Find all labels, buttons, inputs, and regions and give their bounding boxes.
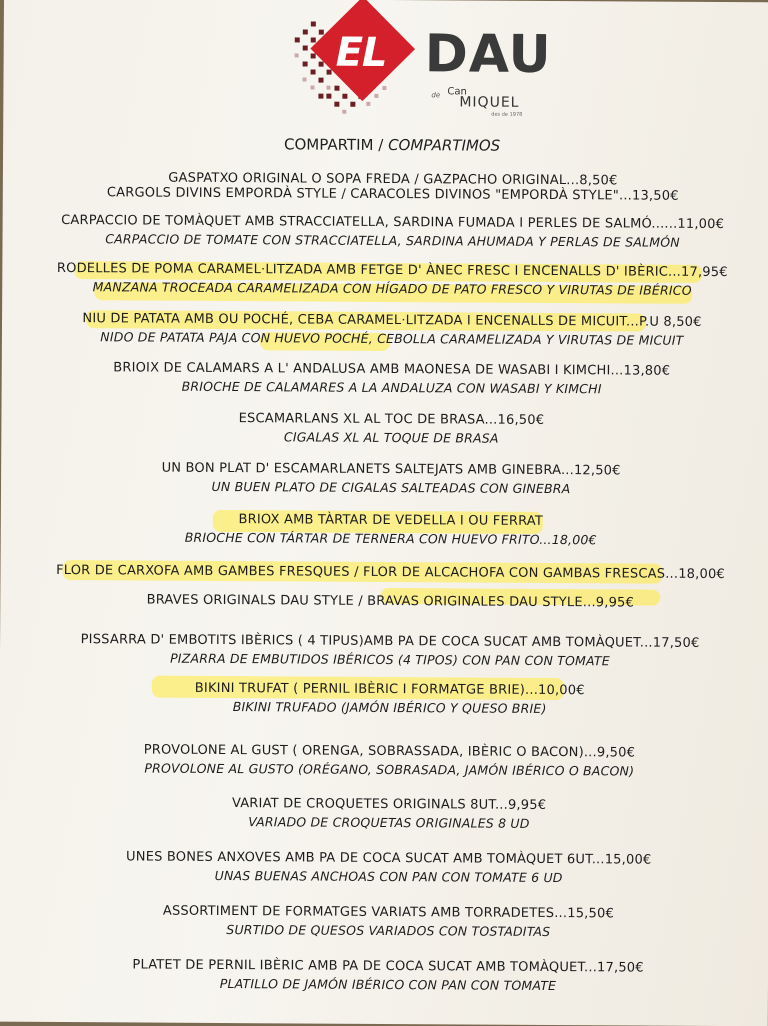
item-es-text: CARPACCIO DE TOMATE CON STRACCIATELLA, SARDINA AHUMADA Y PERLAS DE SALMÓN [105,231,680,250]
item-cat-text: NIU DE PATATA AMB OU POCHÉ, CEBA CARAMEL·LITZADA I ENCENALLS DE MICUIT...P.U 8,50€ [82,311,702,330]
item-cat-text: PISSARRA D' EMBOTITS IBÈRICS ( 4 TIPUS)AMB PA DE COCA SUCAT AMB TOMÀQUET...17,50€ [80,632,700,651]
item-es-text: BRIOCHE DE CALAMARES A LA ANDALUZA CON WASABI Y KIMCHI [181,378,602,397]
list-item [2,213,768,251]
item-cat-text: CARPACCIO DE TOMÀQUET AMB STRACCIATELLA, SARDINA FUMADA I PERLES DE SALMÓ......11,00€ [61,213,725,233]
item-es-text: PROVOLONE AL GUSTO (ORÉGANO, SOBRASADA, JAMÓN IBÉRICO O BACON) [144,760,635,779]
item-cat-text: RODELLES DE POMA CARAMEL·LITZADA AMB FETGE D' ÀNEC FRESC I ENCENALLS D' IBÈRIC...17,95€ [56,260,728,281]
item-es-text: PIZARRA DE EMBUTIDOS IBÉRICOS (4 TIPOS) CON PAN CON TOMATE [170,650,610,669]
item-cat-text: BIKINI TRUFAT ( PERNIL IBÈRIC I FORMATGE BRIE)...10,00€ [194,680,585,699]
item-es-text: UN BUEN PLATO DE CIGALAS SALTEADAS CON GINEBRA [211,478,571,497]
item-es-text: BRIOCHE CON TÁRTAR DE TERNERA CON HUEVO FRITO...18,00€ [184,529,597,548]
item-cat-text: VARIAT DE CROQUETES ORIGINALS 8UT...9,95€ [231,796,547,813]
item-cat-text: BRAVES ORIGINALS DAU STYLE / BRAVAS ORIGINALES DAU STYLE...9,95€ [146,592,635,611]
item-cat-text: PLATET DE PERNIL IBÈRIC AMB PA DE COCA SUCAT AMB TOMÀQUET...17,50€ [132,957,644,976]
item-es-text: SURTIDO DE QUESOS VARIADOS CON TOSTADITAS [226,922,551,940]
item-es-text: PLATILLO DE JAMÓN IBÉRICO CON PAN CON TOMATE [219,975,557,994]
list-item [1,460,768,498]
item-cat-text: ASSORTIMENT DE FORMATGES VARIATS AMB TORRADETES...15,50€ [162,903,614,922]
restaurant-logo [3,0,768,132]
logo-dau-text: DAU [424,24,552,85]
logo-can-text: Can [447,86,467,98]
logo-de-text: de [431,91,441,100]
list-item [0,795,768,833]
list-item [2,360,768,398]
item-cat-text: PROVOLONE AL GUST ( ORENGA, SOBRASSADA, IBÈRIC O BACON)...9,50€ [143,742,636,761]
list-item [0,849,768,887]
list-item [0,632,768,670]
list-item [3,170,768,205]
item-cat-text: ESCAMARLANS XL AL TOC DE BRASA...16,50€ [238,411,545,428]
item-es-text: NIDO DE PATATA PAJA CON HUEVO POCHÉ, CEBOLLA CARAMELIZADA Y VIRUTAS DE MICUIT [100,329,684,348]
list-item [0,742,768,780]
item-cat-text: BRIOIX DE CALAMARS A L' ANDALUSA AMB MAONESA DE WASABI I KIMCHI...13,80€ [113,360,671,379]
item-es-text: UNAS BUENAS ANCHOAS CON PAN CON TOMATE 6 UD [214,867,563,886]
item-cat-text: BRIOX AMB TÀRTAR DE VEDELLA I OU FERRAT [238,512,544,529]
item-cat-text: UN BON PLAT D' ESCAMARLANETS SALTEJATS AMB GINEBRA...12,50€ [161,460,621,479]
logo-miquel-text: MIQUEL [459,94,520,111]
item-cat-text: UNES BONES ANXOVES AMB PA DE COCA SUCAT AMB TOMÀQUET 6UT...15,00€ [126,849,652,868]
item-cat-text: FLOR DE CARXOFA AMB GAMBES FRESQUES / FLOR DE ALCACHOFA CON GAMBAS FRESCAS...18,00€ [56,562,725,583]
item-es-text: MANZANA TROCEADA CARAMELIZADA CON HÍGADO DE PATO FRESCO Y VIRUTAS DE IBÉRICO [92,279,692,298]
list-item [0,903,768,941]
section-title [3,134,768,157]
list-item [2,311,768,349]
section-title-es: COMPARTIMOS [388,135,501,155]
section-title-cat: COMPARTIM [283,135,374,154]
list-item [0,680,768,718]
item-es-text: CIGALAS XL AL TOQUE DE BRASA [283,429,499,446]
list-item [1,410,768,448]
item-es-text: VARIADO DE CROQUETAS ORIGINALES 8 UD [248,814,530,831]
item-es-text: CARGOLS DIVINS EMPORDÀ STYLE / CARACOLES DIVINOS "EMPORDÀ STYLE"...13,50€ [106,185,679,204]
list-item [1,511,768,549]
logo-el-text: EL [335,29,387,76]
list-item [0,957,768,995]
section-title-separator: / [378,135,384,154]
logo-since-text: des de 1978 [491,111,523,118]
item-cat-text: GASPATXO ORIGINAL O SOPA FREDA / GAZPACHO ORIGINAL...8,50€ [168,170,618,189]
list-item [2,261,768,299]
item-es-text: BIKINI TRUFADO (JAMÓN IBÉRICO Y QUESO BRIE) [232,699,547,716]
